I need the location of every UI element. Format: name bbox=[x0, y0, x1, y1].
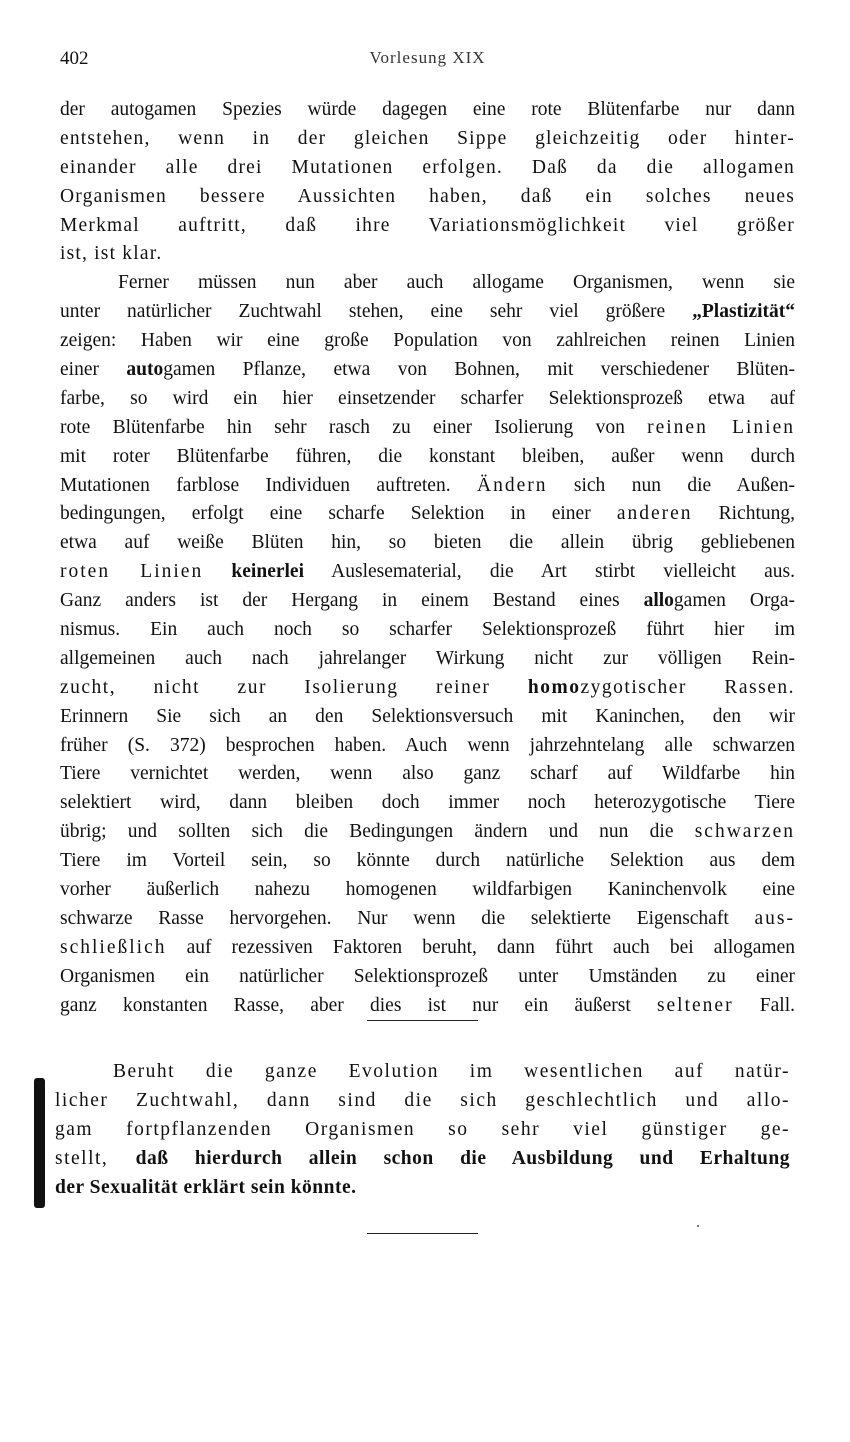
emphasis: daß hierdurch allein schon die Ausbildung und Erhaltung bbox=[135, 1147, 790, 1169]
text-line: nismus. Ein auch noch so scharfer Selektionsprozeß führt hier im bbox=[60, 619, 795, 641]
page-header bbox=[60, 48, 795, 74]
spaced-emphasis: aus- bbox=[754, 907, 795, 929]
spaced-emphasis: schwarzen bbox=[694, 821, 795, 843]
text-line: der autogamen Spezies würde dagegen eine rote Blütenfarbe nur dann bbox=[60, 99, 795, 120]
text-line: mit roter Blütenfarbe führen, die konstant bleiben, außer wenn durch bbox=[60, 445, 795, 467]
text-line: entstehen, wenn in der gleichen Sippe gleichzeitig oder hinter- bbox=[60, 127, 795, 149]
section-divider bbox=[367, 1233, 478, 1234]
text-line: schließlich auf rezessiven Faktoren beruht, dann führt auch bei allogamen bbox=[60, 936, 795, 958]
emphasis: allo bbox=[643, 590, 674, 612]
speck bbox=[697, 1225, 699, 1227]
emphasis: „Plastizität“ bbox=[692, 301, 795, 323]
text-line: Merkmal auftritt, daß ihre Variationsmöglichkeit viel größer bbox=[60, 214, 795, 236]
text-line: Ferner müssen nun aber auch allogame Organismen, wenn sie bbox=[118, 272, 795, 294]
margin-marker bbox=[34, 1078, 45, 1208]
text-line: licher Zuchtwahl, dann sind die sich geschlechtlich und allo- bbox=[55, 1089, 790, 1111]
text-line: selektiert wird, dann bleiben doch immer noch heterozygotische Tiere bbox=[60, 792, 795, 814]
text-line: Erinnern Sie sich an den Selektionsversuch mit Kaninchen, den wir bbox=[60, 705, 795, 727]
spaced-emphasis: roten Linien bbox=[60, 561, 204, 583]
text-line: unter natürlicher Zuchtwahl stehen, eine sehr viel größere „Plastizität“ bbox=[60, 301, 795, 323]
text-line: schwarze Rasse hervorgehen. Nur wenn die selektierte Eigenschaft aus- bbox=[60, 907, 795, 929]
running-head: Vorlesung XIX bbox=[369, 48, 486, 67]
text-line: Mutationen farblose Individuen auftreten. Ändern sich nun die Außen- bbox=[60, 474, 795, 496]
spaced-emphasis: anderen bbox=[616, 503, 693, 525]
text-line: einander alle drei Mutationen erfolgen. Daß da die allogamen bbox=[60, 156, 795, 178]
text-line: rote Blütenfarbe hin sehr rasch zu einer Isolierung von reinen Linien bbox=[60, 416, 795, 438]
text-line: Tiere vernichtet werden, wenn also ganz scharf auf Wildfarbe hin bbox=[60, 763, 795, 785]
emphasis: homo bbox=[527, 676, 581, 698]
spaced-emphasis: reinen Linien bbox=[647, 416, 795, 438]
emphasis: auto bbox=[126, 359, 164, 381]
text-line: Organismen ein natürlicher Selektionsprozeß unter Umständen zu einer bbox=[60, 965, 795, 987]
text-line: zucht, nicht zur Isolierung reiner homozygotischer Rassen. bbox=[60, 676, 795, 698]
section-divider bbox=[367, 1020, 478, 1021]
text-line: Beruht die ganze Evolution im wesentlichen auf natür- bbox=[113, 1061, 790, 1082]
spaced-emphasis: schließlich bbox=[60, 936, 167, 958]
body-text bbox=[60, 96, 795, 1021]
text-line: früher (S. 372) besprochen haben. Auch wenn jahrzehntelang alle schwarzen bbox=[60, 734, 795, 756]
text-line: roten Linien keinerlei Auslesematerial, die Art stirbt vielleicht aus. bbox=[60, 561, 795, 583]
spaced-emphasis: seltener bbox=[656, 994, 734, 1016]
text-line: einer autogamen Pflanze, etwa von Bohnen, mit verschiedener Blüten- bbox=[60, 359, 795, 381]
text-line bbox=[55, 1174, 790, 1203]
text-line: bedingungen, erfolgt eine scharfe Selektion in einer anderen Richtung, bbox=[60, 503, 795, 525]
text-line: Organismen bessere Aussichten haben, daß ein solches neues bbox=[60, 185, 795, 207]
text-line: ganz konstanten Rasse, aber dies ist nur ein äußerst seltener Fall. bbox=[60, 994, 795, 1016]
text-line: zeigen: Haben wir eine große Population von zahlreichen reinen Linien bbox=[60, 330, 795, 352]
text-line: allgemeinen auch nach jahrelanger Wirkung nicht zur völligen Rein- bbox=[60, 647, 795, 669]
text-line: ist, ist klar. bbox=[60, 243, 163, 265]
text-line: farbe, so wird ein hier einsetzender scharfer Selektionsprozeß etwa auf bbox=[60, 387, 795, 409]
text-line: Ganz anders ist der Hergang in einem Bestand eines allogamen Orga- bbox=[60, 590, 795, 612]
closing-paragraph bbox=[55, 1058, 790, 1202]
spaced-emphasis: Ändern bbox=[477, 474, 548, 496]
text-line: übrig; und sollten sich die Bedingungen ändern und nun die schwarzen bbox=[60, 821, 795, 843]
emphasis: der Sexualität erklärt sein könnte. bbox=[55, 1176, 357, 1198]
text-line: etwa auf weiße Blüten hin, so bieten die allein übrig gebliebenen bbox=[60, 532, 795, 554]
text-line: vorher äußerlich nahezu homogenen wildfarbigen Kaninchenvolk eine bbox=[60, 879, 795, 901]
text-line: stellt, daß hierdurch allein schon die Ausbildung und Erhaltung bbox=[55, 1147, 790, 1169]
text-line: Tiere im Vorteil sein, so könnte durch natürliche Selektion aus dem bbox=[60, 850, 795, 872]
text-line: gam fortpflanzenden Organismen so sehr viel günstiger ge- bbox=[55, 1118, 790, 1140]
page-number: 402 bbox=[60, 48, 89, 69]
emphasis: keinerlei bbox=[203, 561, 304, 583]
